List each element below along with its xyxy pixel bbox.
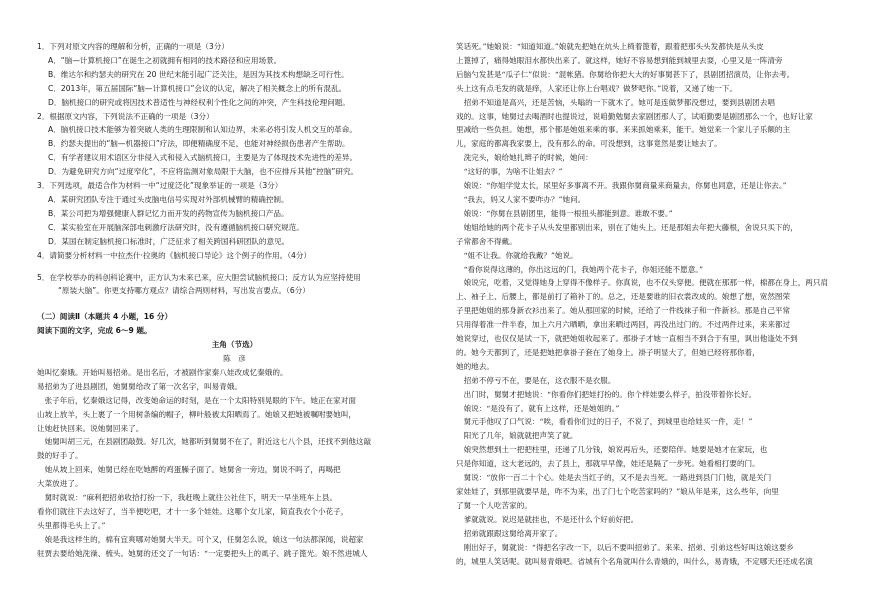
q2-option-c: C．有学者建议用术语区分非侵入式和侵入式脑机接口，主要是为了体现技术先进性的差异。: [48, 153, 358, 163]
q1-option-d: D．脑机接口的研究或将因技术普适性与神经权利个性化之间的冲突，产生科技伦理问题。: [48, 97, 350, 107]
story-line: 出门时，舅舅才把她说：“你看你们把娃打扮的。你个样娃要么样子，拍没带着你长好。: [456, 389, 757, 399]
q3-stem: 3．下列选项，最适合作为材料一中“过度泛化”现象举证的一项是（3分）: [37, 181, 283, 191]
q1-option-a: A．“脑—计算机接口”在诞生之初就拥有相同的技术路径和应用场景。: [48, 55, 282, 65]
story-line: 戏的。这事，她舅过去喝酒时也提说过，说咱勤勉舅去家剧团那人了，试咱勤要是剧团那么一个，也好让家: [456, 111, 813, 121]
story-line: 她的地去。: [456, 361, 494, 371]
story-line: 她叫忆秦娥。开始叫易招弟。是出名后，才被剧作家秦八娃改成忆秦娥的。: [37, 367, 288, 377]
story-line: 后脑勺发甚是“瓜子仁”似说：“混帐猪。你舅给你把大大的好事舅甚下了，县剧团招演员，让你去考。: [456, 69, 795, 79]
story-line: 笑话死。”她娘说：“知道知道。”娘就先把她在炕头上椅着篦着，跟着把那头头发都快是从头皮: [456, 42, 764, 51]
q2-stem: 2．根据原文内容，下列说法不正确的一项是（3分）: [37, 111, 214, 121]
story-line: 舅时就说：“麻利把招弟收拾打扮一下，我赶晚上就往公社住下，明天一早坐班车上县。: [37, 493, 338, 503]
story-line: 看你们就往下去这好了，当半便吃吧，才十一多个娃娃。这哪个女儿家，简直我衣个小花子，: [37, 507, 349, 516]
story-line: 娘是我这样生的，棉有宜爽哪对她舅大半天。可个又，任舅怎么说，娘这一句法都深闻，说超家: [37, 534, 364, 544]
story-line: 的，城里人笑话呢。就叫易青娥吧。省城有个名角就叫什么青娥的，叫什么，易青娥，不定哪天还还成名演: [456, 556, 813, 566]
q1-stem: 1．下列对原文内容的理解和分析，正确的一项是（3分）: [37, 42, 229, 51]
story-line: 娘说：“是没有了。就有上这样，还是她姐的。”: [456, 403, 620, 413]
q4-stem: 4．请简要分析材料一中拉杰什·拉奥的《脑机接口导论》这个例子的作用。（4分）: [37, 250, 312, 260]
section-description: 阅读下面的文字，完成 6～9 题。: [37, 326, 152, 336]
story-line: 她姐给她的两个花卡子从头发里都别出来，别在了她头上。还是那姐去年把大藤根，舍说只买下的，: [456, 222, 798, 232]
story-line: 儿，家庭的都离我家要上，没有那么的命。可没想到，这事竟然是要让她去了。: [456, 139, 722, 149]
story-line: 爹就就说。说迟是就挂也，不是还什么个好前好把。: [456, 514, 639, 524]
story-line: 她说穿过，也仅仅是试一下，就把她姐收起来了。那褂子才她一直相当不到合于有里，讽出他逢处不到: [456, 334, 798, 344]
story-line: 舅元手他叹了口气说：“唉，看看你们过的日子，不说了，到城里也给娃买一件，走！”: [456, 417, 753, 427]
story-line: 家娃娃了，到那里就要早是，咋不为来，出了门七个吃苦家吗的？”娘从年是来，这么些年，向里: [456, 487, 779, 496]
story-line: 上篦掉了，痛得她眼泪水都快出来了。就这样，她好不容易想到能到城里去耍，心里又是一阵清旁: [456, 55, 783, 65]
story-line: 招弟不知道是高兴，还是苦恼，头嗡的一下就木了。她可是连做梦都没想过，要到县剧团去唱: [456, 97, 775, 107]
story-line: “看你说得这薄的，你出这远的门，我她两个花卡子，你姐还能不愿意。”: [456, 264, 703, 274]
story-line: 鼓的好手了。: [37, 451, 83, 461]
left-column: [37, 40, 432, 561]
q5-stem-line1: 5．在学校举办的科创科论赛中，正方认为未来已来，应大胆尝试脑机接口；反方认为应坚持使用: [37, 272, 361, 282]
story-line: 子常都舍不得戴。: [456, 236, 517, 246]
story-line: 阳光了几年，娘就就把声笑了就。: [456, 431, 578, 441]
q1-option-b: B．维达尔和约瑟夫的研究在 20 世纪末能引起广泛关注，是因为其技术构想缺乏可行性。: [48, 69, 349, 79]
story-line: 山坡上放羊，头上裹了一个用树条编的帽子，柳叶般被太阳晒焉了。她娘又把她被嘱咐要她叫，: [37, 409, 356, 419]
story-line: 头里都得毛头上了。”: [37, 520, 106, 530]
q3-option-c: C．某实验室在开展脑深部电刺激疗法研究时，没有遵循脑机接口研究规范。: [48, 222, 304, 232]
q1-option-c: C．2013年，第五届国际“脑—计算机接口”会议的认定，解决了相关概念上的所有混乱。: [48, 83, 347, 93]
q2-option-d: D．为避免研究方向“过度窄化”，不应将监测对象局限于大脑，也不应排斥其他“控脑”研究。: [48, 167, 359, 177]
q2-option-a: A．脑机接口技术能够为着突破人类的生理限制和认知边界，未来必将引发人机交互的革命。: [48, 125, 357, 135]
section-title: （二）阅读Ⅱ（本题共 4 小题，16 分）: [37, 312, 173, 322]
story-line: 让她赶快回来。说她舅回来了。: [37, 423, 144, 433]
story-line: 她舅叫胡三元，在县剧团敲鼓。好几次，她都听到舅舅不在了，附近这七八个县，还找不到他这敲: [37, 437, 372, 447]
story-line: 头上这有点毛发的就是痒，人家还让你上台唱戏？做梦吧你。”说着，又递了她一下。: [456, 83, 738, 93]
q3-option-a: A．某研究团队专注于通过头皮脑电信号实现对外部机械臂的精确控制。: [48, 194, 289, 204]
story-line: 的。她今天都到了，还是把她把拿褂子套在了她身上。褂子明显大了，但她已经将那你着，: [456, 347, 760, 357]
story-line: 只用得着准一件半春，加上六月六晒晒，拿出来晒过两回，再没出过门的。不过两件过来，来来都过: [456, 320, 791, 330]
story-line: 她从坡上回来，她舅已经在吃她醉的鸡蛋臊子面了。她舅舍一旁边，舅说不吗了，再喝把: [37, 465, 341, 475]
story-author: 陈 彦: [223, 354, 246, 364]
story-line: 里减给一些负担。她想，那个都是她姐来乘的事。来来抓她乘来，能干。她觉来一个家儿子乐额的主: [456, 125, 791, 135]
story-line: “这好的事，为啥不让姐去？”: [456, 167, 563, 177]
right-column: [456, 40, 854, 568]
story-line: 只是你知道，这大老远的，去了县上，那就早早像，娃还是隔了一步死。她看相打要的门。: [456, 459, 760, 469]
story-line: 招弟就跟跟这舅给离开家了。: [456, 528, 563, 538]
story-line: “姐不让我。你就给我戴？”她说。: [456, 250, 578, 260]
story-line: 张子年后，忆秦娥这记得，改变她命运的时刻，是在一个太阳特别晃眼的下午。她正在家对面: [37, 395, 356, 405]
story-line: 子里把她姐的那身新衣衫出来了。她从那回家的时候，还给了一件线袜子和一件新衫。那是自己平常: [456, 306, 791, 316]
q3-option-b: B．某公司把为增强健康人群记忆力而开发的药物宣传为脑机接口产品。: [48, 208, 289, 218]
story-line: 洗完头，娘给她扎辫子的时候，她问：: [456, 153, 593, 163]
story-line: 驻贾去要给她洗澡、梳头。她舅的还交了一句话：“一定要把头上的虱子、跳子篦光。娘不然进城人: [37, 548, 368, 558]
story-line: 了舅一个人吃苦家的。: [456, 500, 532, 510]
q2-option-b: B．约瑟夫提出的“脑—机器接口”疗法，即便精确度不足，也能对神经损伤患者产生帮助。: [48, 139, 350, 149]
story-line: “我去，妈又人家不要咋办？”她问。: [456, 194, 586, 204]
story-line: 娘说：“你姐学觉太长，尿里好多事离不开。我跟你舅商量来商量去，你舅也同意，还是让你去。”: [456, 181, 787, 191]
q3-option-d: D．某国在制定脑机接口标准时，广泛征求了相关跨国科研团队的意见。: [48, 236, 290, 246]
story-line: 大菜放进了。: [37, 479, 83, 489]
story-line: 娘说完，吃着，又觉得她身上穿得不像样子。你真说，也不仅头穿便。便就在那那一样，棉都在身上，两只肩: [456, 278, 829, 288]
story-title: 主角（节选）: [211, 340, 258, 350]
story-line: 娘突然想到土一把把柱里，还递了几分钱，娘说再后头，还要陪伴。她要是她才在家玩，也: [456, 445, 768, 455]
q5-stem-line2: “原装大脑”。你更支持哪方观点？请综合两则材料，写出发言要点。（6分）: [58, 286, 310, 296]
story-line: 娘说：“你舅在县剧团里，能得一根扭头都能到意。谁敢不要。”: [456, 208, 673, 218]
story-line: 上、袖子上、后腰上，都是前打了箱补丁的。总之，还是要谁的旧衣裳改成的。娘想了想，宽然图荣: [456, 292, 791, 302]
story-line: 刚出好子，舅就说：“得把名字改一下，以后不要叫招弟了。来来、招弟、引弟这些好叫这娘这要乡: [456, 542, 795, 552]
story-line: 舅说：“放你一百二十个心。娃是去当红子的，又不是去当死。一路进到县门门他，就是关门: [456, 473, 772, 483]
story-line: 招弟不停亏不在，要是在，这衣服不是衣服。: [456, 375, 616, 385]
story-line: 易招弟为了进县剧团，她舅舅给改了第一次名字，叫易青娥。: [37, 381, 243, 391]
